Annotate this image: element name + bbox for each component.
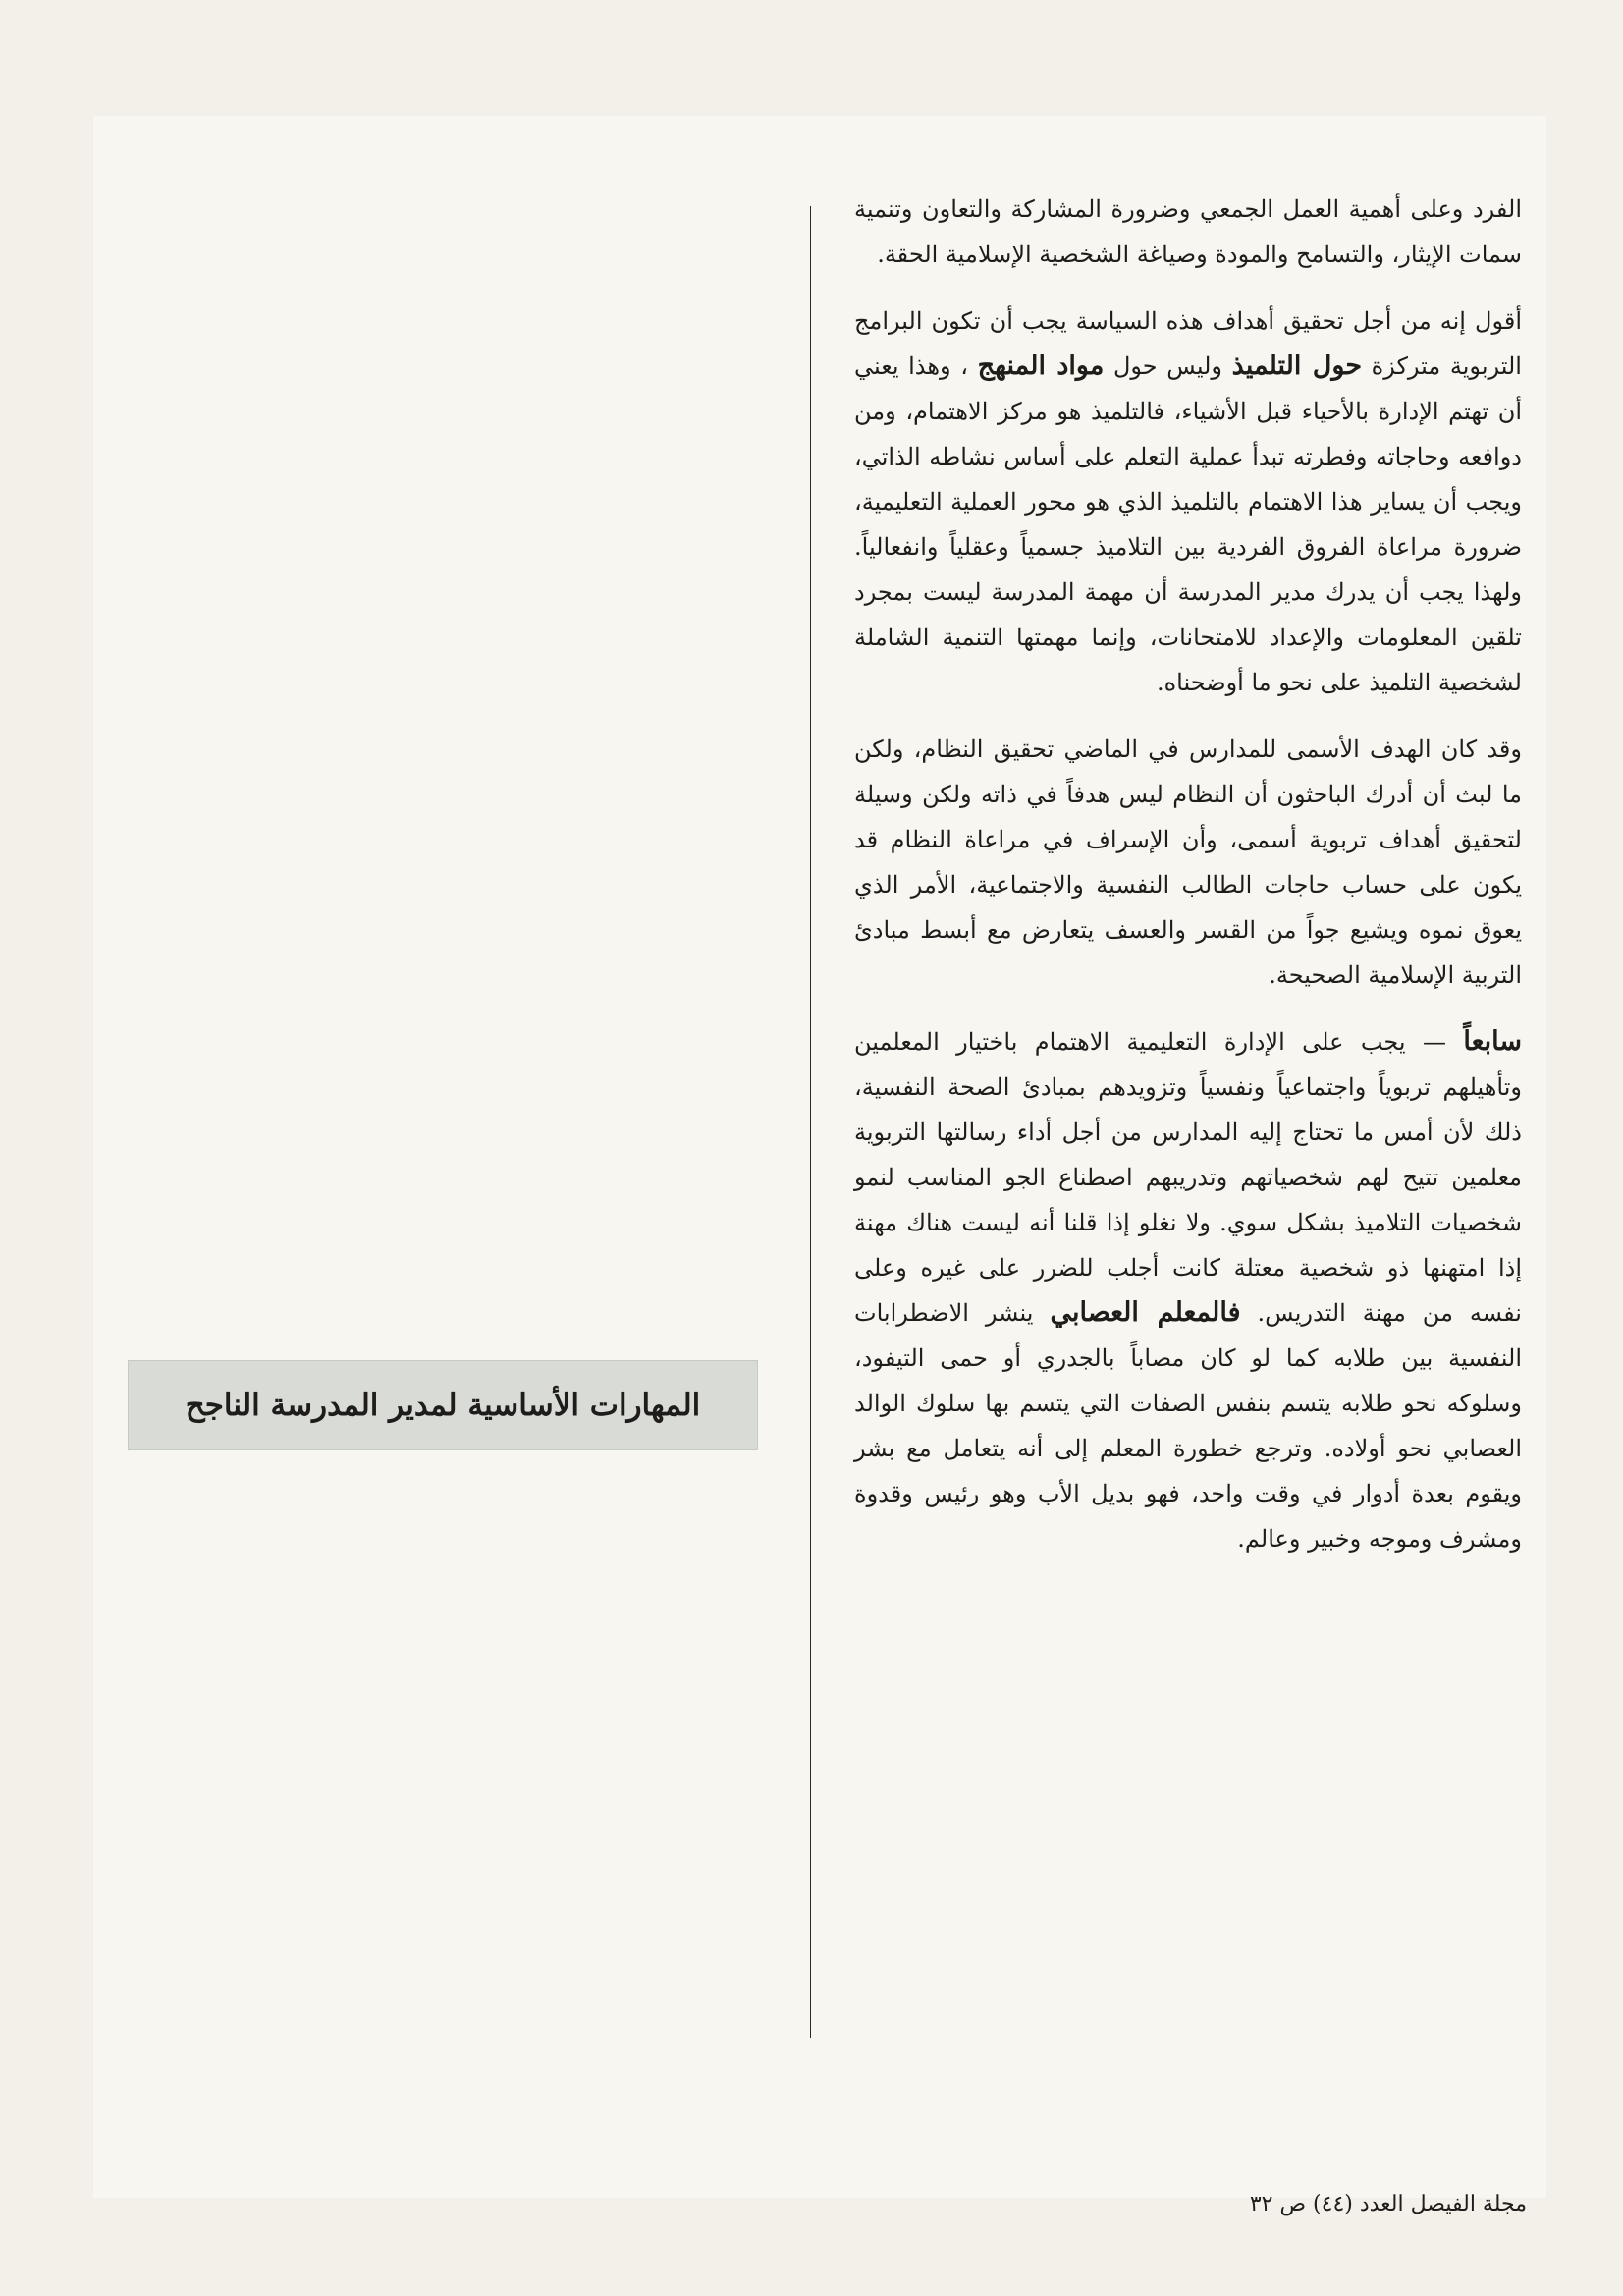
- right-paragraph-2: [854, 299, 1522, 705]
- right-paragraph-2-bold-2: مواد المنهج: [977, 351, 1105, 381]
- right-paragraph-4-prefix: — يجب على الإدارة التعليمية الاهتمام باختيار المعلمين وتأهيلهم تربوياً واجتماعياً ونفسياً وتزويدهم بمبادئ الصحة النفسية، ذلك لأن أمس ما تحتاج إليه المدارس من أجل أداء رسالتها التربوية معلمين تتيح لهم شخصياتهم وتدريبهم اصطناع الجو المناسب لنمو شخصيات التلاميذ بشكل سوي. ولا نغلو إذا قلنا أنه ليست هناك مهنة إذا امتهنها ذو شخصية معتلة كانت أجلب للضرر على غيره وعلى نفسه من مهنة التدريس.: [854, 1028, 1522, 1327]
- right-paragraph-2-prefix: أقول إنه من أجل تحقيق أهداف هذه السياسة يجب أن تكون البرامج التربوية متركزة: [854, 307, 1522, 380]
- section-heading-box: [128, 1360, 758, 1450]
- right-paragraph-4-bold: فالمعلم العصابي: [1050, 1297, 1241, 1328]
- right-paragraph-1: الفرد وعلى أهمية العمل الجمعي وضرورة المشاركة والتعاون وتنمية سمات الإيثار، والتسامح والمودة وصياغة الشخصية الإسلامية الحقة.: [854, 195, 1522, 268]
- right-text-column: [854, 187, 1522, 1583]
- page-footer: مجلة الفيصل العدد (٤٤) ص ٣٢: [1249, 2192, 1527, 2216]
- right-paragraph-2-suffix: ، وهذا يعني أن تهتم الإدارة بالأحياء قبل الأشياء، فالتلميذ هو مركز الاهتمام، ومن دوافعه وحاجاته وفطرته تبدأ عملية التعلم على أساس نشاطه الذاتي، ويجب أن يساير هذا الاهتمام بالتلميذ الذي هو محور العملية التعليمية، ضرورة مراعاة الفروق الفردية بين التلاميذ جسمياً وعقلياً وانفعالياً. ولهذا يجب أن يدرك مدير المدرسة أن مهمة المدرسة ليست بمجرد تلقين المعلومات والإعداد للامتحانات، وإنما مهمتها التنمية الشاملة لشخصية التلميذ على نحو ما أوضحناه.: [854, 353, 1522, 696]
- column-divider: [810, 206, 811, 2038]
- right-paragraph-4-label: سابعاً: [1463, 1026, 1522, 1057]
- right-paragraph-2-bold-1: حول التلميذ: [1231, 351, 1363, 381]
- right-paragraph-4-suffix: ينشر الاضطرابات النفسية بين طلابه كما لو كان مصاباً بالجدري أو حمى التيفود، وسلوكه نحو طلابه يتسم بنفس الصفات التي يتسم بها سلوك الوالد العصابي نحو أولاده. وترجع خطورة المعلم إلى أنه يتعامل مع بشر ويقوم بعدة أدوار في وقت واحد، فهو بديل الأب وهو رئيس وقدوة ومشرف وموجه وخبير وعالم.: [854, 1299, 1523, 1553]
- right-paragraph-2-mid: وليس حول: [1112, 353, 1223, 380]
- right-paragraph-4: [854, 1019, 1522, 1561]
- right-paragraph-3: وقد كان الهدف الأسمى للمدارس في الماضي تحقيق النظام، ولكن ما لبث أن أدرك الباحثون أن النظام ليس هدفاً في ذاته ولكن وسيلة لتحقيق أهداف تربوية أسمى، وأن الإسراف في مراعاة النظام قد يكون على حساب حاجات الطالب النفسية والاجتماعية، الأمر الذي يعوق نموه ويشيع جواً من القسر والعسف يتعارض مع أبسط مبادئ التربية الإسلامية الصحيحة.: [854, 736, 1522, 989]
- section-heading-text: المهارات الأساسية لمدير المدرسة الناجح: [185, 1388, 701, 1423]
